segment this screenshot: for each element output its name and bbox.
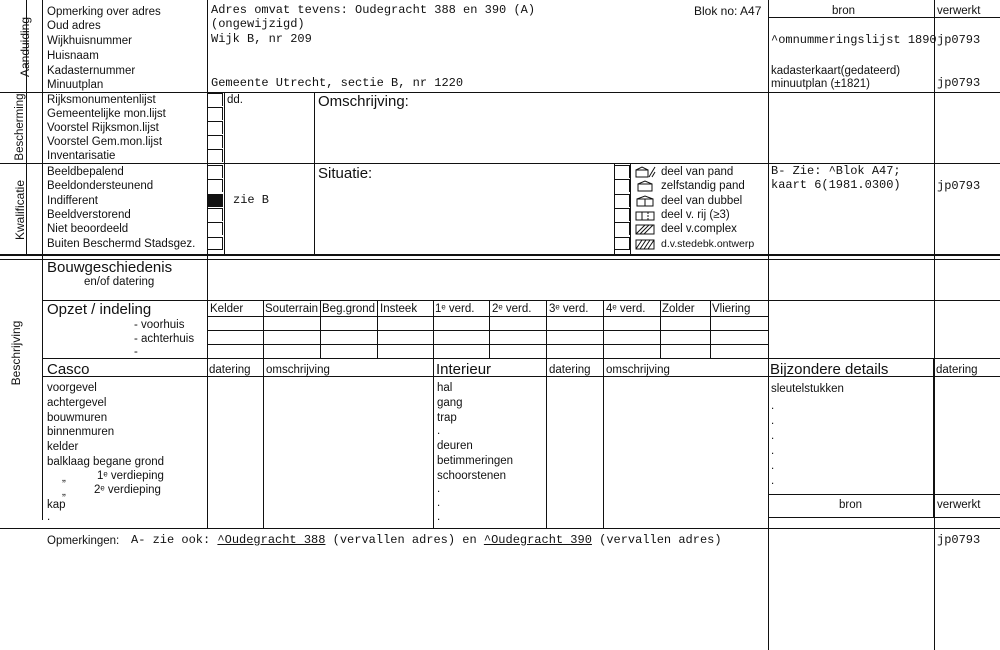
- checkbox-niet-beoordeeld[interactable]: [207, 222, 223, 235]
- label-beeldverstorend: Beeldverstorend: [47, 209, 131, 221]
- situatie-heading: Situatie:: [318, 165, 373, 182]
- section-label-aanduiding: Aanduiding: [18, 16, 32, 78]
- section-label-kwalificatie: Kwalificatie: [13, 179, 27, 241]
- floor-souterrain: Souterrain: [265, 303, 319, 315]
- casco-heading: Casco: [47, 361, 90, 378]
- casco-item: achtergevel: [47, 397, 107, 409]
- interieur-item: gang: [437, 397, 463, 409]
- floor-zolder: Zolder: [662, 303, 695, 315]
- checkbox-beeldondersteunend[interactable]: [207, 179, 223, 192]
- address-line-3: Wijk B, nr 209: [211, 32, 312, 46]
- opzet-heading: Opzet / indeling: [47, 301, 152, 318]
- deel-van-rij-icon: [634, 209, 656, 221]
- bijzondere-item: .: [771, 445, 775, 457]
- kwalificatie-verwerkt: jp0793: [937, 179, 981, 193]
- interieur-item: deuren: [437, 440, 473, 452]
- checkbox-zelfstandig[interactable]: [614, 179, 630, 192]
- address-line-6: Gemeente Utrecht, sectie B, nr 1220: [211, 76, 464, 90]
- kwalificatie-bron-2: kaart 6(1981.0300): [771, 178, 901, 192]
- header-bron: bron: [832, 5, 856, 17]
- opmerkingen-label: Opmerkingen:: [47, 535, 120, 547]
- checkbox-stedebk[interactable]: [614, 237, 630, 250]
- zelfstandig-pand-icon: [634, 180, 656, 192]
- bron-omnummering: ^omnummeringslijst 1890: [771, 33, 937, 47]
- label-rijksmonumentenlijst: Rijksmonumentenlijst: [47, 94, 156, 106]
- bijzondere-datering-header: datering: [936, 364, 978, 376]
- opzet-voorhuis: - voorhuis: [134, 319, 185, 331]
- casco-2e-verdieping: 2ᵉ verdieping: [94, 484, 161, 496]
- opzet-achterhuis: - achterhuis: [134, 333, 195, 345]
- checkbox-indifferent[interactable]: [207, 194, 223, 207]
- section-label-beschrijving: Beschrijving: [9, 320, 23, 386]
- casco-1e-verdieping: 1ᵉ verdieping: [97, 470, 164, 482]
- casco-item: kelder: [47, 441, 79, 453]
- verwerkt-1: jp0793: [937, 33, 981, 47]
- label-beeldbepalend: Beeldbepalend: [47, 166, 124, 178]
- checkbox-buiten-beschermd[interactable]: [207, 237, 223, 250]
- floor-kelder: Kelder: [210, 303, 244, 315]
- opmerkingen-mid: (vervallen adres) en: [325, 533, 484, 547]
- checkbox-inventarisatie[interactable]: [207, 149, 223, 162]
- label-voorstel-rijksmon: Voorstel Rijksmon.lijst: [47, 122, 159, 134]
- checkbox-beeldverstorend[interactable]: [207, 208, 223, 221]
- bron-minuutplan: minuutplan (±1821): [771, 78, 871, 90]
- situatie-deel-complex: deel v.complex: [661, 223, 737, 235]
- casco-datering-header: datering: [209, 364, 251, 376]
- block-number: Blok no: A47: [694, 4, 762, 18]
- opmerkingen-post: (vervallen adres): [591, 533, 722, 547]
- bijzondere-item: .: [771, 460, 775, 472]
- link-oudegracht-388[interactable]: ^Oudegracht 388: [217, 533, 326, 547]
- checkbox-beeldbepalend[interactable]: [207, 165, 223, 178]
- en-of-datering: en/of datering: [84, 276, 155, 288]
- deel-van-dubbel-icon: [634, 195, 656, 207]
- casco-item: kap: [47, 499, 66, 511]
- floor-vliering: Vliering: [712, 303, 751, 315]
- checkbox-deel-complex[interactable]: [614, 222, 630, 235]
- floor-3e-verd: 3ᵉ verd.: [549, 303, 589, 315]
- interieur-item: schoorstenen: [437, 470, 507, 482]
- situatie-deel-van-pand: deel van pand: [661, 166, 734, 178]
- checkbox-voorstel-rijksmon[interactable]: [207, 121, 223, 134]
- checkbox-deel-dubbel[interactable]: [614, 194, 630, 207]
- label-indifferent: Indifferent: [47, 195, 98, 207]
- situatie-deel-dubbel: deel van dubbel: [661, 195, 743, 207]
- interieur-item: .: [437, 483, 441, 495]
- verwerkt-2: jp0793: [937, 76, 981, 90]
- deel-van-pand-icon: [634, 166, 656, 178]
- casco-item: binnenmuren: [47, 426, 115, 438]
- bijzondere-item: sleutelstukken: [771, 383, 844, 395]
- opmerkingen-verwerkt: jp0793: [937, 533, 981, 547]
- address-line-2: (ongewijzigd): [211, 17, 305, 31]
- interieur-heading: Interieur: [436, 361, 492, 378]
- bijzondere-item: .: [771, 415, 775, 427]
- bijzondere-item: .: [771, 430, 775, 442]
- label-wijkhuisnummer: Wijkhuisnummer: [47, 35, 132, 47]
- interieur-item: .: [437, 497, 441, 509]
- casco-item: voorgevel: [47, 382, 97, 394]
- bron-kadasterkaart: kadasterkaart(gedateerd): [771, 65, 901, 77]
- bijzondere-bron-header: bron: [839, 499, 863, 511]
- label-huisnaam: Huisnaam: [47, 50, 99, 62]
- label-opmerking-adres: Opmerking over adres: [47, 6, 161, 18]
- label-kadasternummer: Kadasternummer: [47, 65, 136, 77]
- situatie-zelfstandig: zelfstandig pand: [661, 180, 745, 192]
- casco-ditto-mark: „: [62, 472, 66, 484]
- casco-item: bouwmuren: [47, 412, 108, 424]
- interieur-omschrijving-header: omschrijving: [606, 364, 670, 376]
- floor-beg-grond: Beg.grond: [322, 303, 376, 315]
- label-dd: dd.: [227, 94, 243, 106]
- header-verwerkt: verwerkt: [937, 5, 981, 17]
- checkbox-rijksmonumentenlijst[interactable]: [207, 93, 223, 106]
- opmerkingen-pre: A- zie ook:: [131, 533, 218, 547]
- bijzondere-item: .: [771, 475, 775, 487]
- bouwgeschiedenis-heading: Bouwgeschiedenis: [47, 259, 173, 276]
- kwalificatie-bron-1: B- Zie: ^Blok A47;: [771, 164, 901, 178]
- label-gemeentelijke-monlijst: Gemeentelijke mon.lijst: [47, 108, 166, 120]
- deel-complex-icon: [634, 223, 656, 235]
- casco-ditto-mark: „: [62, 486, 66, 498]
- link-oudegracht-390[interactable]: ^Oudegracht 390: [483, 533, 592, 547]
- interieur-item: trap: [437, 412, 457, 424]
- casco-omschrijving-header: omschrijving: [266, 364, 330, 376]
- label-inventarisatie: Inventarisatie: [47, 150, 116, 162]
- label-voorstel-gemmon: Voorstel Gem.mon.lijst: [47, 136, 163, 148]
- checkbox-gemeentelijke[interactable]: [207, 107, 223, 120]
- stedebk-ontwerp-icon: [634, 238, 656, 250]
- section-label-bescherming: Bescherming: [14, 93, 26, 161]
- kwalificatie-zie: zie B: [233, 193, 270, 207]
- interieur-item: .: [437, 511, 441, 523]
- situatie-deel-rij: deel v. rij (≥3): [661, 209, 730, 221]
- floor-insteek: Insteek: [380, 303, 418, 315]
- checkbox-voorstel-gemmon[interactable]: [207, 135, 223, 148]
- casco-item: .: [47, 511, 51, 523]
- label-minuutplan: Minuutplan: [47, 79, 104, 91]
- opmerkingen-text: [131, 534, 722, 547]
- floor-1e-verd: 1ᵉ verd.: [435, 303, 475, 315]
- situatie-stedebk: d.v.stedebk.ontwerp: [661, 238, 755, 250]
- bijzondere-item: .: [771, 400, 775, 412]
- label-niet-beoordeeld: Niet beoordeeld: [47, 223, 129, 235]
- bijzondere-heading: Bijzondere details: [770, 361, 889, 378]
- address-line-1: Adres omvat tevens: Oudegracht 388 en 390 (A): [211, 3, 536, 17]
- bijzondere-verwerkt-header: verwerkt: [937, 499, 981, 511]
- checkbox-deel-rij[interactable]: [614, 208, 630, 221]
- checkbox-deel-van-pand[interactable]: [614, 165, 630, 178]
- floor-2e-verd: 2ᵉ verd.: [492, 303, 532, 315]
- omschrijving-heading: Omschrijving:: [318, 93, 409, 110]
- interieur-item: .: [437, 425, 441, 437]
- floor-4e-verd: 4ᵉ verd.: [606, 303, 646, 315]
- interieur-datering-header: datering: [549, 364, 591, 376]
- casco-item: balklaag begane grond: [47, 456, 165, 468]
- opzet-other: -: [134, 346, 138, 358]
- interieur-item: betimmeringen: [437, 455, 514, 467]
- label-beeldondersteunend: Beeldondersteunend: [47, 180, 154, 192]
- interieur-item: hal: [437, 382, 453, 394]
- label-buiten-beschermd: Buiten Beschermd Stadsgez.: [47, 238, 196, 250]
- label-oud-adres: Oud adres: [47, 20, 101, 32]
